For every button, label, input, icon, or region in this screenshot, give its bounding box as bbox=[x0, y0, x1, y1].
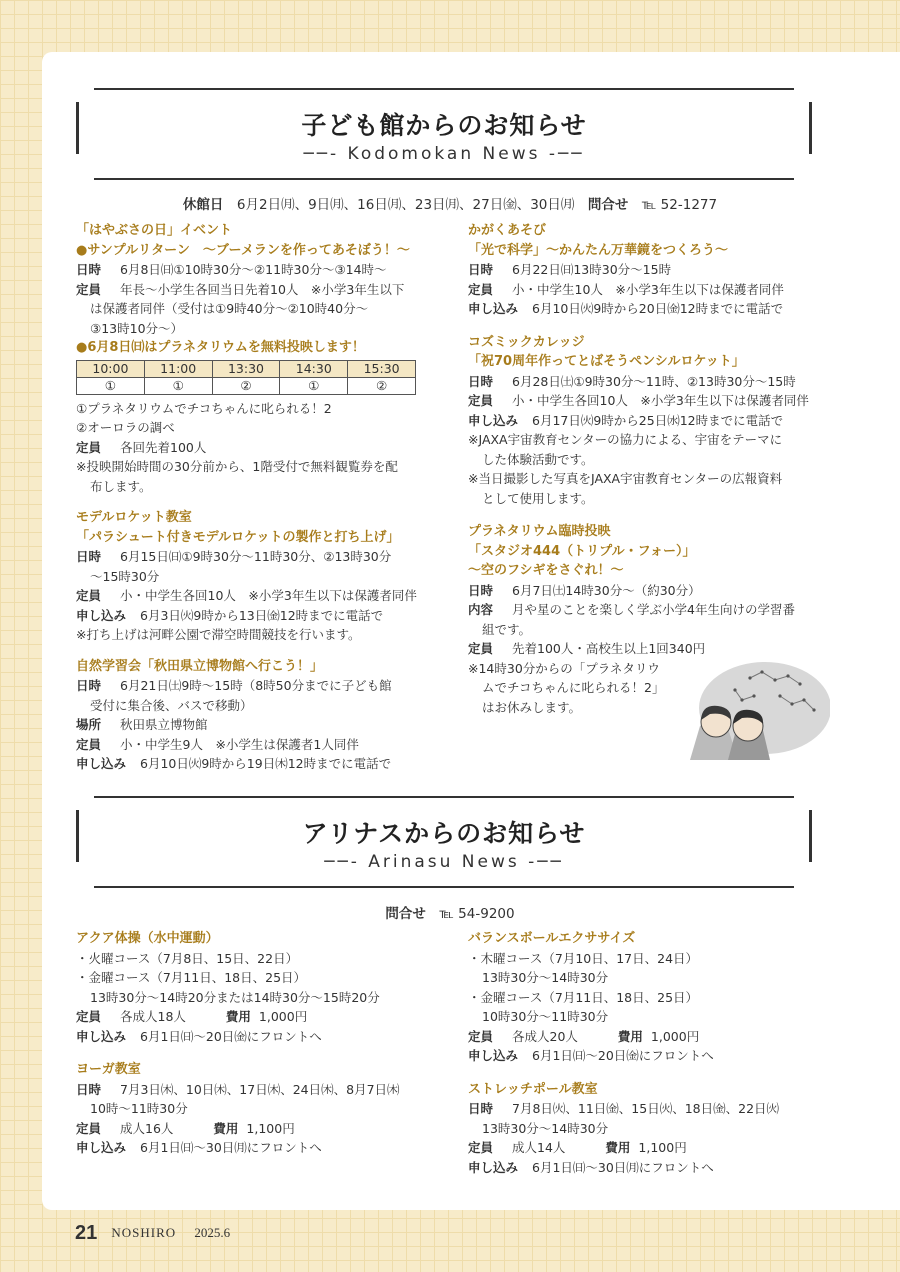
arinasu-subtitle: ──- Arinasu News -── bbox=[324, 852, 564, 872]
issue-date: 2025.6 bbox=[194, 1225, 231, 1240]
cosmic-section: コズミックカレッジ 「祝70周年作ってとばそうペンシルロケット」 日時 6月28日㈯①9時30分～11時、②13時30分～15時 定員 小・中学生各回10人 ※小学3年生以下は保護者同伴 申し込み 6月17日㈫9時から25日㈬12時までに電話で ※JAXA宇宙教育センターの協力による、宇宙をテーマに した体験活動です。 ※当日撮影した写真をJAXA宇宙教育センターの広報資料 として使用します。 bbox=[468, 334, 809, 506]
hayabusa-sub1: ●サンプルリターン ～ブーメランを作ってあそぼう！～ bbox=[76, 242, 410, 258]
stargazing-children-illustration bbox=[680, 660, 830, 760]
aqua-section: アクア体操（水中運動） ・火曜コース（7月8日、15日、22日） ・金曜コース（7月11日、18日、25日） 13時30分～14時20分または14時30分～15時20分 定員 各成人18人 費用 1,000円 申し込み 6月1日㈰～20日㈮にフロントへ bbox=[76, 931, 380, 1044]
arinasu-contact-line: 問合せ ℡ 54-9200 bbox=[385, 906, 515, 922]
arinasu-right-column bbox=[468, 929, 818, 1187]
stretch-section: ストレッチポール教室 日時 7月8日㈫、11日㈮、15日㈫、18日㈮、22日㈫ 13時30分～14時30分 定員 成人14人 費用 1,100円 申し込み 6月1日㈰～30日㈪にフロントへ bbox=[468, 1081, 780, 1175]
magazine-name: NOSHIRO bbox=[111, 1225, 177, 1240]
kodomokan-banner bbox=[76, 88, 812, 180]
kodomokan-right-column bbox=[468, 221, 818, 727]
hayabusa-sub2: ●6月8日㈰はプラネタリウムを無料投映します！ bbox=[76, 340, 365, 355]
kodomokan-subtitle: ──- Kodomokan News -── bbox=[303, 144, 585, 164]
hayabusa-heading: 「はやぶさの日」イベント bbox=[76, 223, 233, 238]
arinasu-banner bbox=[76, 796, 812, 888]
rocket-section: モデルロケット教室 「パラシュート付きモデルロケットの製作と打ち上げ」 日時 6月15日㈰①9時30分～11時30分、②13時30分 ～15時30分 定員 小・中学生各回10人 ※小学3年生以下は保護者同伴 申し込み 6月3日㈫9時から13日㈮12時までに電話で ※打ち上げは河畔公園で滞空時間競技を行います。 bbox=[76, 510, 417, 642]
page-number: 21 bbox=[75, 1222, 98, 1244]
arinasu-left-column bbox=[76, 929, 436, 1168]
planetarium-section: プラネタリウム臨時投映 「スタジオ444（トリプル・フォー）」 ～空のフシギをさぐれ！～ 日時 6月7日㈯14時30分～（約30分） 内容 月や星のことを楽しく学ぶ小学4年生向けの学習番 組です。 定員 先着100人・高校生以上1回340円 ※14時30分からの「プラネタリウ ムでチコちゃんに叱られる！2」 はお休みします。 bbox=[468, 524, 795, 715]
kodomokan-left-column bbox=[76, 221, 436, 784]
arinasu-title: アリナスからのお知らせ bbox=[302, 819, 586, 848]
balance-section: バランスボールエクササイズ ・木曜コース（7月10日、17日、24日） 13時30分～14時30分 ・金曜コース（7月11日、18日、25日） 10時30分～11時30分 定員 各成人20人 費用 1,000円 申し込み 6月1日㈰～20日㈮にフロントへ bbox=[468, 931, 714, 1063]
kodomokan-contact-line: 休館日 6月2日㈪、9日㈪、16日㈪、23日㈪、27日㈮、30日㈪ 問合せ ℡ 52-1277 bbox=[182, 197, 718, 213]
nature-section: 自然学習会「秋田県立博物館へ行こう！」 日時 6月21日㈯9時～15時（8時50分までに子ども館 受付に集合後、バスで移動） 場所 秋田県立博物館 定員 小・中学生9人 ※小学生は保護者1人同伴 申し込み 6月10日㈫9時から19日㈭12時までに電話で bbox=[76, 658, 392, 771]
page-footer bbox=[75, 1222, 230, 1245]
kagaku-section: かがくあそび 「光で科学」～かんたん万華鏡をつくろう～ 日時 6月22日㈰13時30分～15時 定員 小・中学生10人 ※小学3年生以下は保護者同伴 申し込み 6月10日㈫9時から20日㈮12時までに電話で bbox=[468, 223, 784, 316]
planetarium-schedule-table: 10:00 11:00 13:30 14:30 15:30 ① ① ② ① ② bbox=[76, 360, 416, 395]
kodomokan-title: 子ども館からのお知らせ bbox=[301, 111, 587, 140]
yoga-section: ヨーガ教室 日時 7月3日㈭、10日㈭、17日㈭、24日㈭、8月7日㈭ 10時～11時30分 定員 成人16人 費用 1,100円 申し込み 6月1日㈰～30日㈪にフロントへ bbox=[76, 1062, 400, 1155]
hayabusa-section: 「はやぶさの日」イベント ●サンプルリターン ～ブーメランを作ってあそぼう！～ 日時 6月8日㈰①10時30分～②11時30分～③14時～ 定員 年長～小学生各回当日先着10人 ※小学3年生以下 は保護者同伴（受付は①9時40分～②10時40分～ ③13時10分～） ●6月8日㈰はプラネタリウムを無料投映します！ 10:00 11:00 13:30 14:30 15:30 ① ① ② ① ② ①プラネタリウムでチコちゃんに叱られる！2 ②オーロラの調べ 定員 各回先着100人 ※投映開始時間の30分前から、1階受付で無料観覧券を配 布します。 bbox=[76, 221, 436, 496]
